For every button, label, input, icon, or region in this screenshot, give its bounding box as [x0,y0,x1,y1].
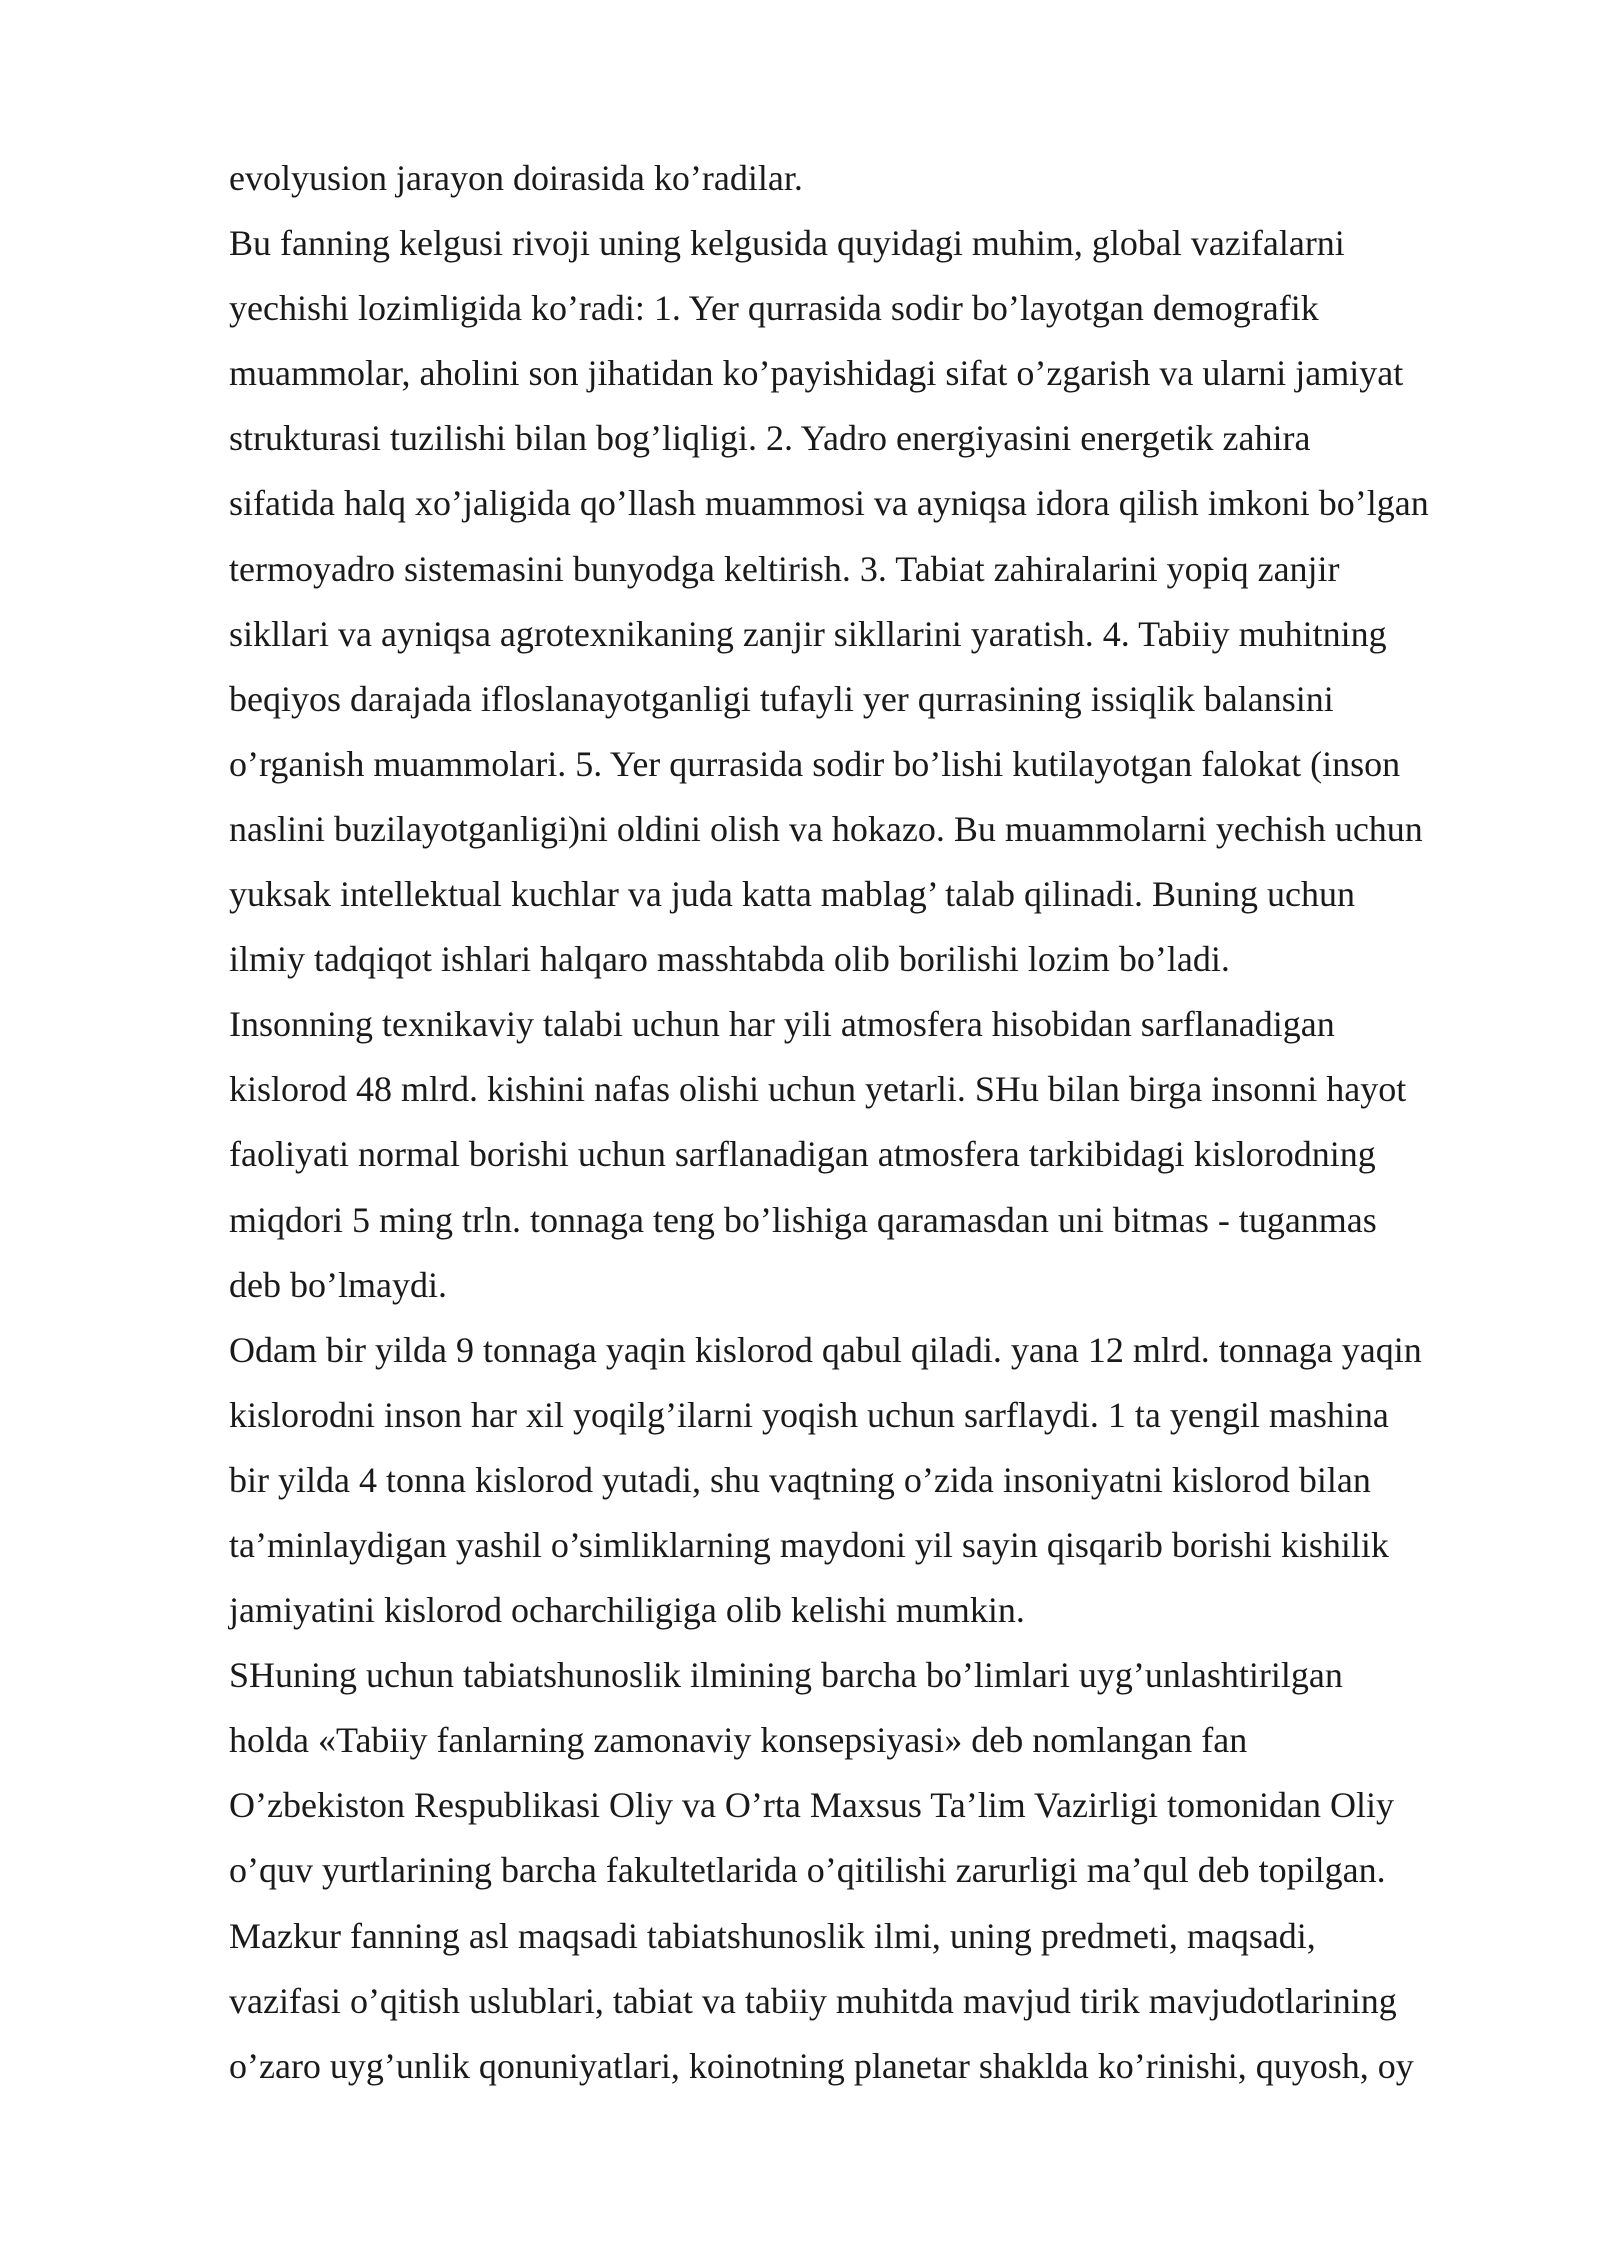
text-line: holda «Tabiiy fanlarning zamonaviy konsepsiyasi» deb nomlangan fan [229,1720,1248,1761]
text-line: muammolar, aholini son jihatidan ko’payishidagi sifat o’zgarish va ularni jamiyat [229,353,1404,394]
text-line: evolyusion jarayon doirasida ko’radilar. [229,158,803,198]
text-line: o’rganish muammolari. 5. Yer qurrasida sodir bo’lishi kutilayotgan falokat (inson [229,743,1401,784]
text-line: vazifasi o’qitish uslublari, tabiat va tabiiy muhitda mavjud tirik mavjudotlarining [229,1980,1397,2021]
text-line: naslini buzilayotganligi)ni oldini olish va hokazo. Bu muammolarni yechish uchun [229,808,1423,849]
text-line: o’zaro uyg’unlik qonuniyatlari, koinotning planetar shaklda ko’rinishi, quyosh, oy [229,2045,1414,2086]
text-line: ta’minlaydigan yashil o’simliklarning maydoni yil sayin qisqarib borishi kishilik [229,1524,1389,1565]
text-line: beqiyos darajada ifloslanayotganligi tufayli yer qurrasining issiqlik balansini [229,678,1334,719]
text-line: o’quv yurtlarining barcha fakultetlarida o’qitilishi zarurligi ma’qul deb topilgan. [229,1850,1386,1891]
text-line: O’zbekiston Respublikasi Oliy va O’rta Maxsus Ta’lim Vazirligi tomonidan Oliy [229,1785,1394,1826]
text-line: ilmiy tadqiqot ishlari halqaro masshtabda olib borilishi lozim bo’ladi. [229,939,1230,980]
text-line: strukturasi tuzilishi bilan bog’liqligi. 2. Yadro energiyasini energetik zahira [229,418,1311,459]
text-line: sifatida halq xo’jaligida qo’llash muammosi va ayniqsa idora qilish imkoni bo’lgan [229,483,1429,524]
text-line: sikllari va ayniqsa agrotexnikaning zanjir sikllarini yaratish. 4. Tabiiy muhitning [229,613,1387,654]
text-line: Mazkur fanning asl maqsadi tabiatshunoslik ilmi, uning predmeti, maqsadi, [229,1915,1316,1956]
text-line: Bu fanning kelgusi rivoji uning kelgusida quyidagi muhim, global vazifalarni [229,223,1345,264]
text-line: faoliyati normal borishi uchun sarflanadigan atmosfera tarkibidagi kislorodning [229,1134,1376,1175]
text-line: SHuning uchun tabiatshunoslik ilmining barcha bo’limlari uyg’unlashtirilgan [229,1655,1343,1696]
text-line: yuksak intellektual kuchlar va juda katta mablag’ talab qilinadi. Buning uchun [229,874,1356,915]
text-line: miqdori 5 ming trln. tonnaga teng bo’lishiga qaramasdan uni bitmas - tuganmas [229,1199,1377,1240]
text-line: termoyadro sistemasini bunyodga keltirish. 3. Tabiat zahiralarini yopiq zanjir [229,548,1340,589]
text-line: deb bo’lmaydi. [229,1264,447,1305]
document-body [229,146,1529,2099]
text-line: kislorodni inson har xil yoqilg’ilarni yoqish uchun sarflaydi. 1 ta yengil mashina [229,1394,1389,1435]
text-line: Odam bir yilda 9 tonnaga yaqin kislorod qabul qiladi. yana 12 mlrd. tonnaga yaqin [229,1329,1422,1370]
text-line: kislorod 48 mlrd. kishini nafas olishi uchun yetarli. SHu bilan birga insonni hayot [229,1069,1407,1110]
text-line: Insonning texnikaviy talabi uchun har yili atmosfera hisobidan sarflanadigan [229,1004,1335,1045]
text-line: jamiyatini kislorod ocharchiligiga olib kelishi mumkin. [229,1590,1025,1631]
text-line: bir yilda 4 tonna kislorod yutadi, shu vaqtning o’zida insoniyatni kislorod bilan [229,1459,1371,1500]
text-line: yechishi lozimligida ko’radi: 1. Yer qurrasida sodir bo’layotgan demografik [229,288,1319,329]
